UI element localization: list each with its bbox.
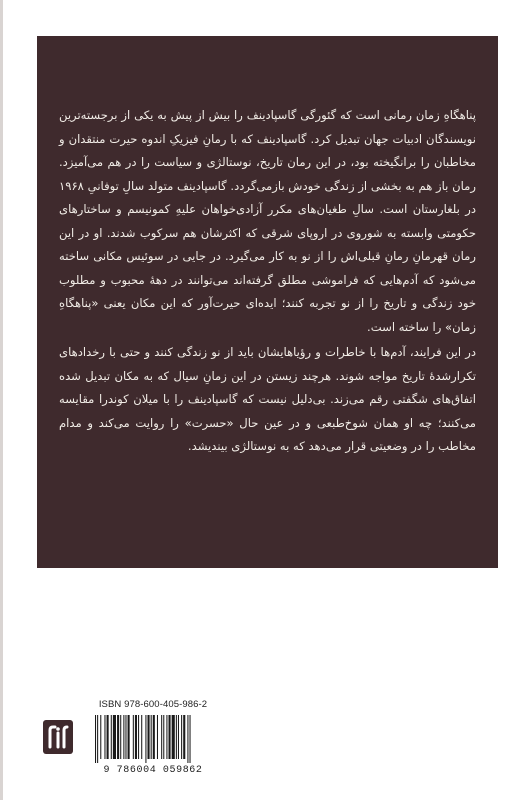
barcode-bar	[125, 715, 126, 759]
barcode-bar	[97, 715, 98, 763]
barcode-bar	[141, 715, 142, 759]
barcode-bar	[100, 715, 101, 759]
barcode-digits: 9 786004 059862	[103, 765, 203, 776]
barcode-bar	[133, 715, 134, 759]
barcode-bar	[178, 715, 179, 759]
barcode-bar	[113, 715, 116, 759]
blurb-panel	[37, 36, 498, 568]
publisher-logo-icon	[43, 720, 73, 754]
barcode-bar	[187, 715, 188, 763]
barcode-bar	[176, 715, 177, 759]
isbn-label: ISBN 978-600-405-986-2	[98, 699, 208, 710]
barcode-bar	[183, 715, 185, 759]
barcode-bar	[120, 715, 121, 759]
barcode-bar	[128, 715, 130, 759]
barcode-bar	[123, 715, 124, 759]
barcode-bar	[107, 715, 109, 759]
barcode-bar	[157, 715, 158, 759]
barcode-bar	[163, 715, 164, 759]
cover-footer	[37, 568, 498, 800]
barcode	[89, 712, 217, 764]
barcode-bar	[172, 715, 175, 759]
barcode-bar	[135, 715, 137, 759]
blurb-paragraph-1: پناهگاهِ زمان رمانی است که گئورگی گاسپادینف را بیش از پیش به یکی از برجسته‌ترین نویسندگان ادبیات جهان تبدیل کرد. گاسپادینف که با رمانِ فیزیکِ اندوه حیرت منتقدان و مخاطبان را برانگیخته بود، در این رمان تاریخ، نوستالژی و سیاست را در هم می‌آمیزد. رمان باز هم به بخشی از زندگی خودش بازمی‌گردد. گاسپادینف متولد سالِ توفانیِ ۱۹۶۸ در بلغارستان است. سالِ طغیان‌های مکرر آزادی‌خواهان علیهِ کمونیسم و ساختارهای حکومتی وابسته به شوروی در اروپای شرقی که اکثرشان هم سرکوب شدند. او در این رمان قهرمانِ رمانِ قبلی‌اش را از نو به کار می‌گیرد. در جایی در سوئیس مکانی ساخته می‌شود که آدم‌هایی که فراموشی مطلق گرفته‌اند می‌توانند در دههٔ محبوب و مطلوب خود زندگی و تاریخ را از نو تجربه کنند؛ ایده‌ای حیرت‌آور که این مکان یعنی «پناهگاهِ زمان» را ساخته است.	[59, 108, 476, 334]
barcode-bar	[153, 715, 155, 759]
barcode-bar	[117, 715, 119, 759]
barcode-bar	[190, 715, 191, 763]
cover-edge	[0, 0, 3, 800]
barcode-bar	[151, 715, 152, 759]
barcode-bar	[138, 715, 139, 759]
barcode-bar	[104, 715, 105, 759]
barcode-bar	[95, 715, 96, 763]
barcode-bar	[111, 715, 112, 759]
barcode-bar	[148, 715, 150, 759]
blurb-text	[59, 104, 476, 459]
barcode-bar	[166, 715, 167, 759]
barcode-bar	[161, 715, 162, 759]
blurb-paragraph-2: در این فرایند، آدم‌ها با خاطرات و رؤیاهایشان باید از نو زندگی کنند و حتی با رخدادهای تکرارشدهٔ تاریخ مواجه شوند. هرچند زیستن در این زمانِ سیال که به مکان تبدیل شده اتفاق‌های شگفتی رقم می‌زند. بی‌دلیل نیست که گاسپادینف را با میلان کوندرا مقایسه می‌کنند؛ چه او همان شوخ‌طبعی و در عین حال «حسرت» را روایت می‌کند و مدام مخاطب را در وضعیتی قرار می‌دهد که به نوستالژی بیندیشد.	[59, 345, 476, 453]
barcode-bar	[169, 715, 171, 759]
barcode-bar	[145, 715, 146, 763]
barcode-bar	[181, 715, 182, 759]
